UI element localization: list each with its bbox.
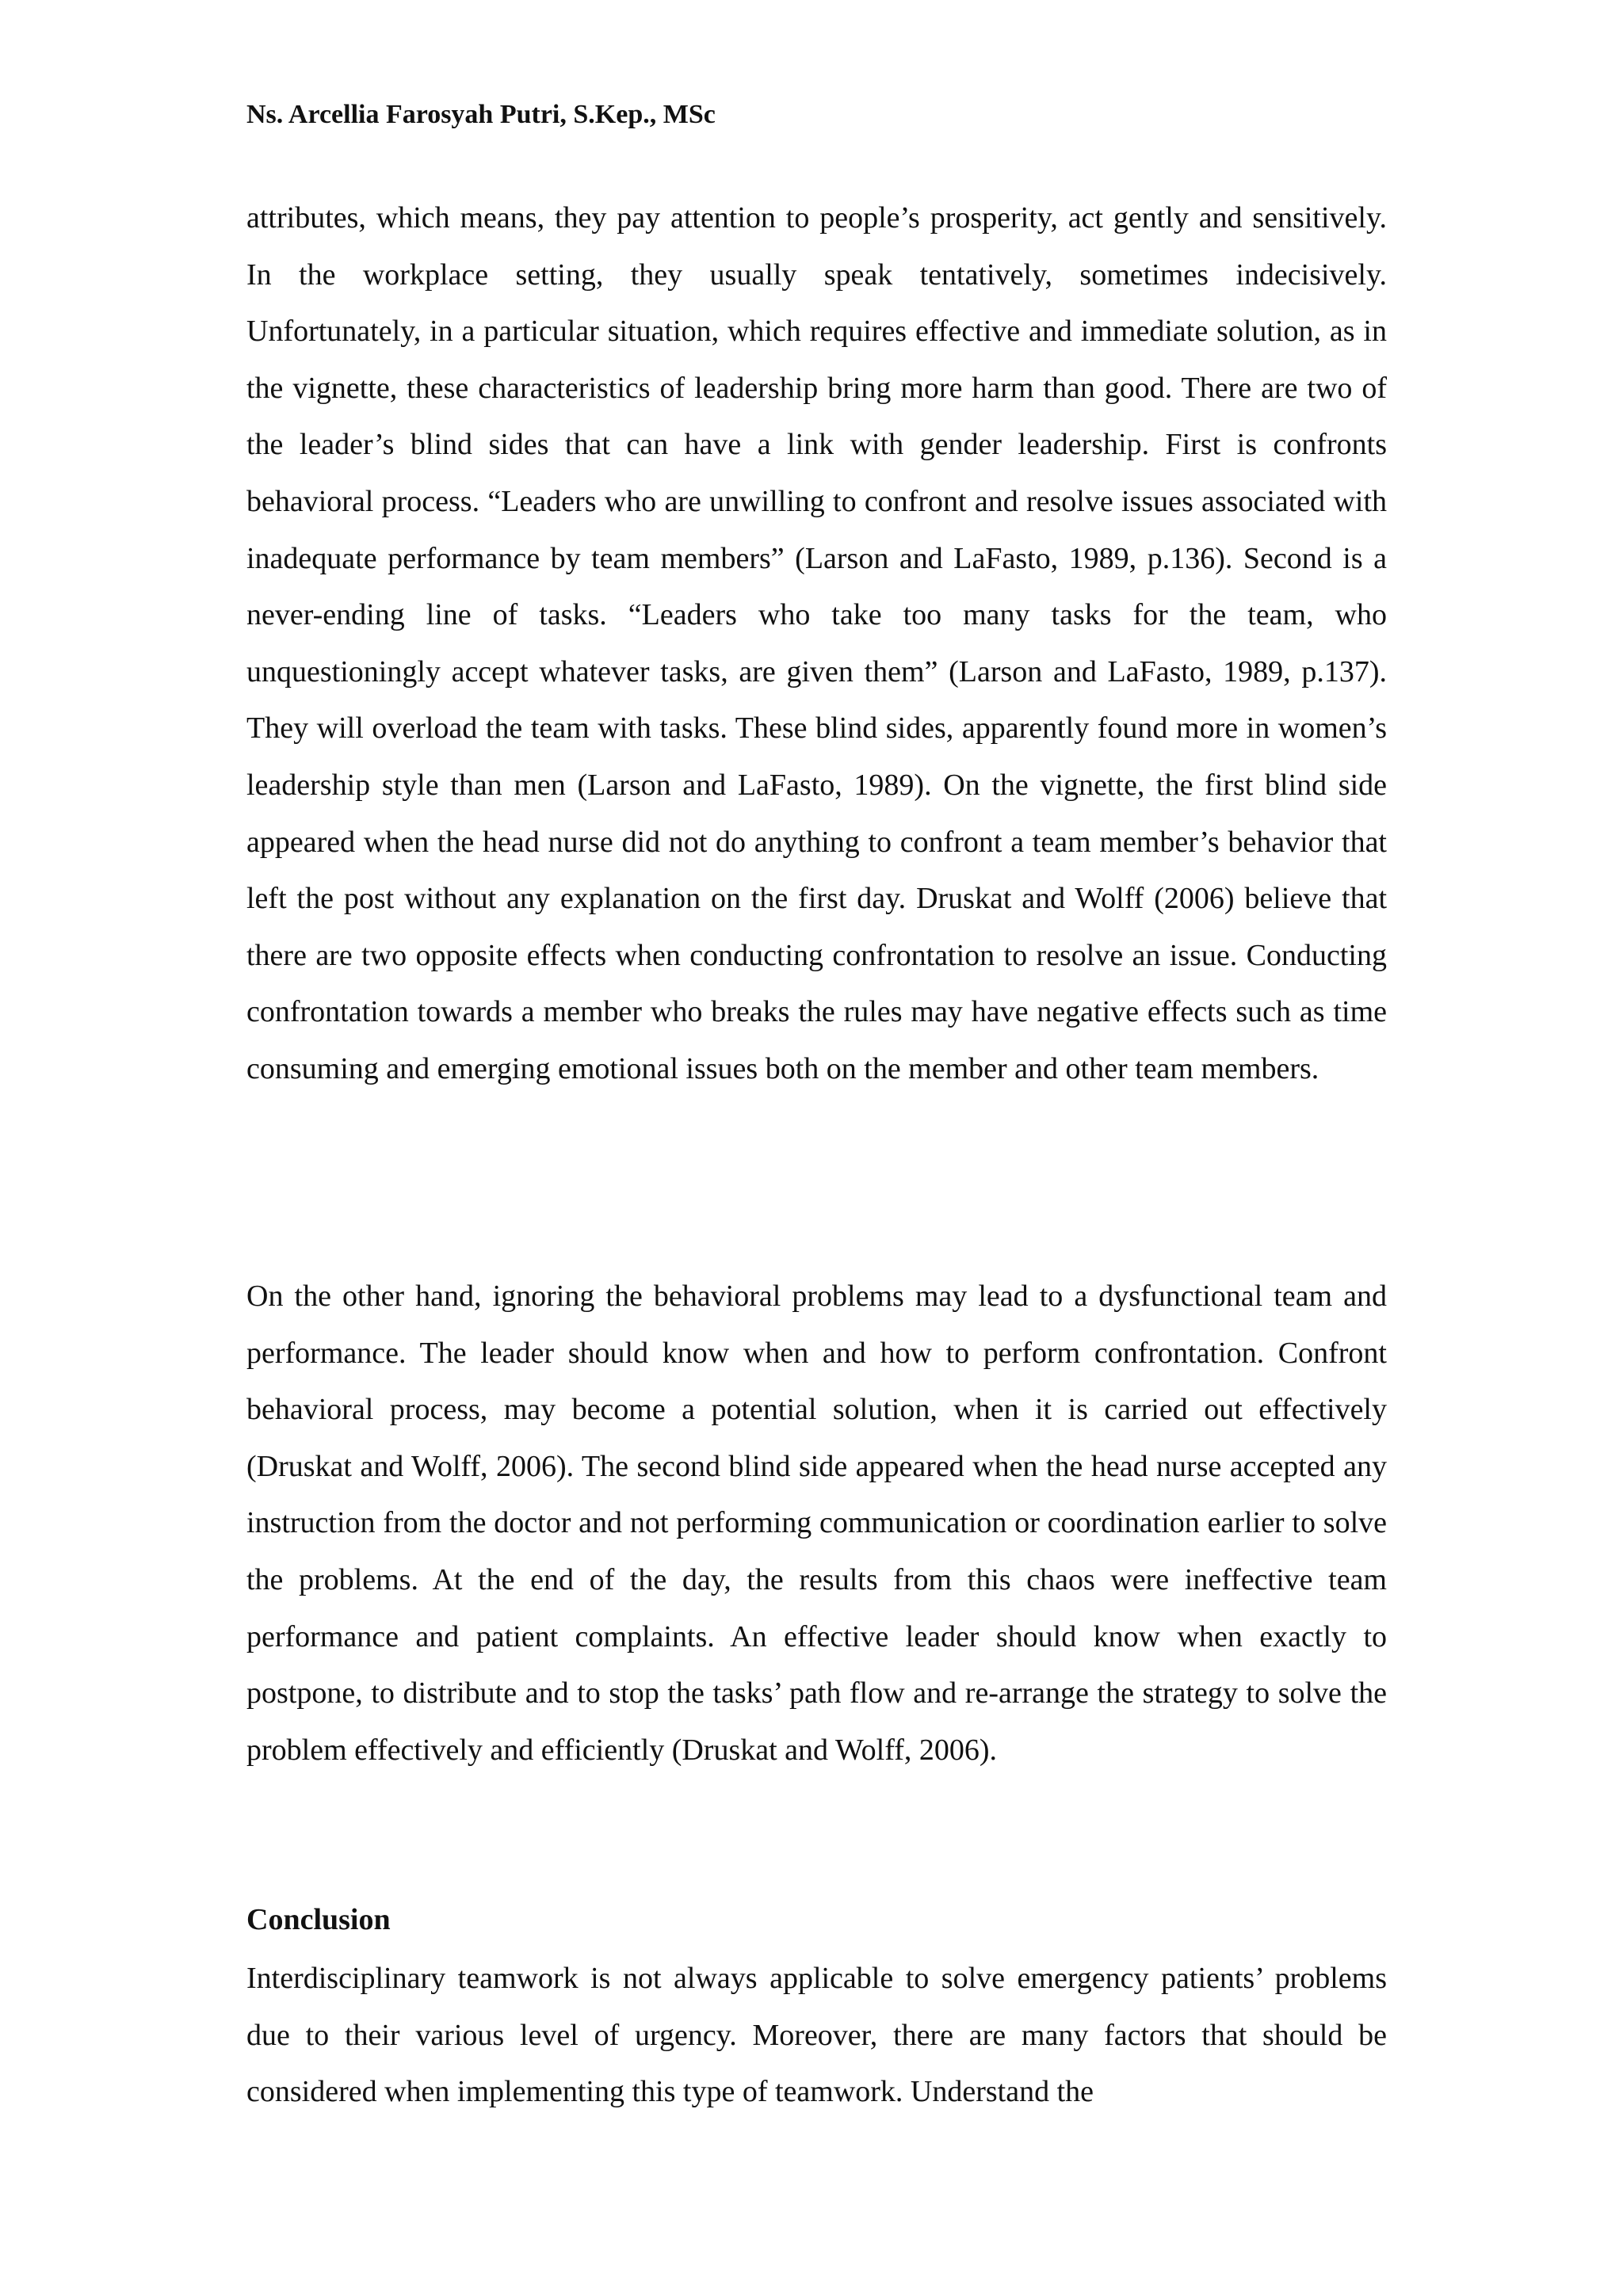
conclusion-heading: Conclusion	[246, 1903, 391, 1936]
author-header: Ns. Arcellia Farosyah Putri, S.Kep., MSc	[246, 100, 716, 129]
conclusion-paragraph: Interdisciplinary teamwork is not always applicable to solve emergency patients’ problems due to their various level of urgency. Moreover, there are many factors that should be considered when implementing this type of teamwork. Understand the	[246, 1962, 1387, 2109]
body-paragraph-2: On the other hand, ignoring the behavioral problems may lead to a dysfunctional team and performance. The leader should know when and how to perform confrontation. Confront behavioral process, may become a potential solution, when it is carried out effectively (Druskat and Wolff, 2006). The second blind side appeared when the head nurse accepted any instruction from the doctor and not performing communication or coordination earlier to solve the problems. At the end of the day, the results from this chaos were ineffective team performance and patient complaints. An effective leader should know when exactly to postpone, to distribute and to stop the tasks’ path flow and re-arrange the strategy to solve the problem effectively and efficiently (Druskat and Wolff, 2006).	[246, 1280, 1387, 1767]
body-paragraph-1: attributes, which means, they pay attention to people’s prosperity, act gently and sensitively. In the workplace setting, they usually speak tentatively, sometimes indecisively. Unfortunately, in a particular situation, which requires effective and immediate solution, as in the vignette, these characteristics of leadership bring more harm than good. There are two of the leader’s blind sides that can have a link with gender leadership. First is confronts behavioral process. “Leaders who are unwilling to confront and resolve issues associated with inadequate performance by team members” (Larson and LaFasto, 1989, p.136). Second is a never-ending line of tasks. “Leaders who take too many tasks for the team, who unquestioningly accept whatever tasks, are given them” (Larson and LaFasto, 1989, p.137). They will overload the team with tasks. These blind sides, apparently found more in women’s leadership style than men (Larson and LaFasto, 1989). On the vignette, the first blind side appeared when the head nurse did not do anything to confront a team member’s behavior that left the post without any explanation on the first day. Druskat and Wolff (2006) believe that there are two opposite effects when conducting confrontation to resolve an issue. Conducting confrontation towards a member who breaks the rules may have negative effects such as time consuming and emerging emotional issues both on the member and other team members.	[246, 201, 1387, 1085]
